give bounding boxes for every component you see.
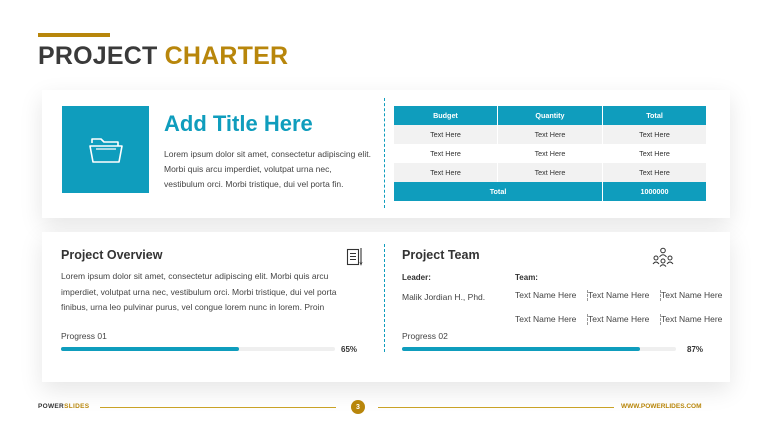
leader-label: Leader:: [402, 273, 431, 282]
column-header-total: Total: [603, 106, 706, 125]
table-cell: Text Here: [394, 144, 497, 163]
page-number: 3: [351, 400, 365, 414]
bottom-divider: [384, 244, 385, 352]
team-member: Text Name Here: [661, 314, 723, 324]
table-row: [394, 163, 706, 182]
table-cell: Text Here: [394, 163, 497, 182]
table-cell: Text Here: [497, 125, 602, 144]
title-word-project: PROJECT: [38, 42, 158, 70]
footer-line-left: [100, 407, 336, 408]
table-cell: Text Here: [603, 163, 706, 182]
column-header-budget: Budget: [394, 106, 497, 125]
table-row: [394, 125, 706, 144]
document-icon: [346, 247, 364, 266]
leader-name: Malik Jordian H., Phd.: [402, 292, 486, 302]
column-header-quantity: Quantity: [497, 106, 602, 125]
total-label: Total: [394, 182, 603, 201]
team-members-grid: [515, 290, 734, 325]
table-row: [394, 144, 706, 163]
footer-line-right: [378, 407, 614, 408]
overview-title: Project Overview: [61, 248, 163, 262]
progress-bar-01: [61, 347, 335, 351]
progress-percent-02: 87%: [687, 345, 704, 354]
section-body: Lorem ipsum dolor sit amet, consectetur adipiscing elit. Morbi quis arcu imperdiet, volutpat urna nec, vestibulum orci. Morbi tristique, dui vel porta fin.: [164, 149, 371, 189]
table-header-row: [394, 106, 706, 125]
footer-brand: [38, 403, 89, 410]
folder-icon: [88, 135, 124, 165]
progress-fill-01: [61, 347, 239, 351]
table-cell: Text Here: [603, 125, 706, 144]
budget-table: [394, 106, 706, 201]
progress-label-02: Progress 02: [402, 331, 448, 341]
brand-word-slides: SLIDES: [64, 403, 90, 410]
team-label: Team:: [515, 273, 538, 282]
overview-body: Lorem ipsum dolor sit amet, consectetur adipiscing elit. Morbi quis arcu imperdiet, volutpat urna nec, vestibulum orci. Morbi tristique, dui vel porta finibus, urna leo pulvinar purus, vel congue lorem nunc in lorem. Proin: [61, 271, 337, 312]
folder-icon-box: [62, 106, 149, 193]
table-cell: Text Here: [497, 144, 602, 163]
team-member: Text Name Here: [588, 290, 661, 301]
progress-label-01: Progress 01: [61, 331, 107, 341]
team-member: Text Name Here: [515, 314, 588, 325]
team-member: Text Name Here: [515, 290, 588, 301]
table-total-row: [394, 182, 706, 201]
total-value: 1000000: [603, 182, 706, 201]
team-title: Project Team: [402, 248, 480, 262]
progress-percent-01: 65%: [341, 345, 358, 354]
section-title: Add Title Here: [164, 111, 313, 136]
title-word-charter: CHARTER: [164, 42, 289, 70]
footer-website: WWW.POWERLIDES.COM: [621, 403, 702, 410]
page-title: [38, 42, 288, 71]
table-cell: Text Here: [497, 163, 602, 182]
team-member: Text Name Here: [661, 290, 723, 300]
table-cell: Text Here: [603, 144, 706, 163]
brand-word-power: POWER: [38, 403, 65, 410]
top-divider: [384, 98, 385, 208]
title-accent-bar: [38, 33, 110, 37]
table-cell: Text Here: [394, 125, 497, 144]
progress-bar-02: [402, 347, 676, 351]
team-member: Text Name Here: [588, 314, 661, 325]
team-icon: [652, 247, 674, 267]
progress-fill-02: [402, 347, 640, 351]
